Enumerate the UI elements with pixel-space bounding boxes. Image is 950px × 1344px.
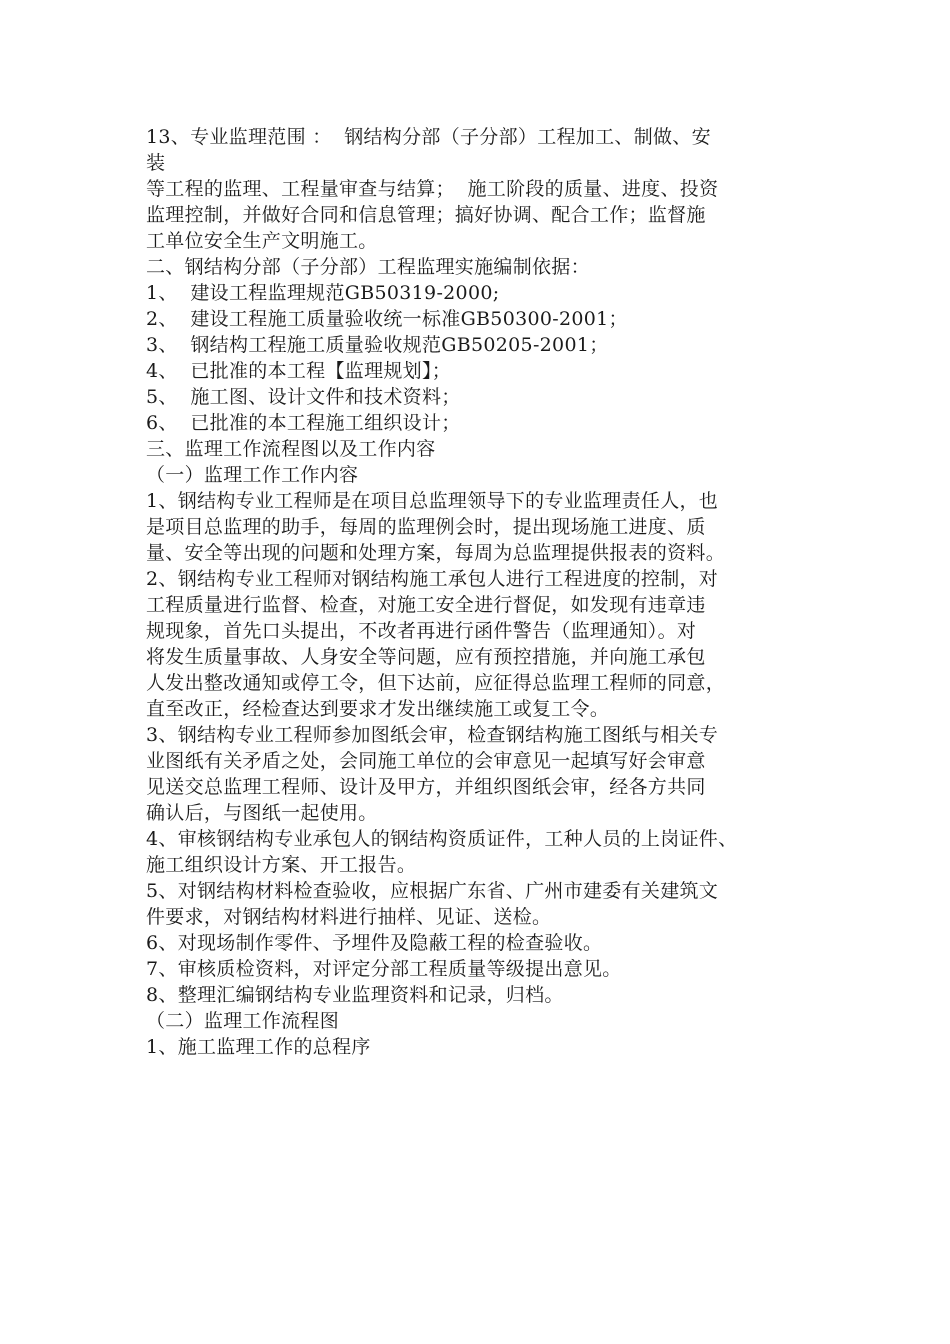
- list-item: 5、 施工图、设计文件和技术资料；: [146, 386, 461, 408]
- text-line: 1、钢结构专业工程师是在项目总监理领导下的专业监理责任人，也: [146, 490, 719, 512]
- list-item: 1、 建设工程监理规范GB50319-2000;: [146, 282, 500, 304]
- text-line: 施工组织设计方案、开工报告。: [146, 854, 417, 876]
- text-line: 见送交总监理工程师、设计及甲方，并组织图纸会审，经各方共同: [146, 776, 706, 798]
- text-line: 工单位安全生产文明施工。: [146, 230, 378, 252]
- section-heading: 三、监理工作流程图以及工作内容: [146, 438, 436, 460]
- text-line: 直至改正，经检查达到要求才发出继续施工或复工令。: [146, 698, 610, 720]
- list-item: 4、 已批准的本工程【监理规划】；: [146, 360, 452, 382]
- text-line: 件要求，对钢结构材料进行抽样、见证、送检。: [146, 906, 552, 928]
- text-line: 等工程的监理、工程量审查与结算； 施工阶段的质量、进度、投资: [146, 178, 719, 200]
- subsection-heading: （二）监理工作流程图: [146, 1010, 340, 1032]
- text-line: 1、施工监理工作的总程序: [146, 1036, 371, 1058]
- subsection-heading: （一）监理工作工作内容: [146, 464, 359, 486]
- text-line: 监理控制，并做好合同和信息管理；搞好协调、配合工作；监督施: [146, 204, 706, 226]
- text-line: 装: [146, 152, 166, 174]
- document-body: [146, 124, 846, 1060]
- list-item: 2、 建设工程施工质量验收统一标准GB50300-2001；: [146, 308, 628, 330]
- text-line: 5、对钢结构材料检查验收，应根据广东省、广州市建委有关建筑文: [146, 880, 719, 902]
- text-line: 7、审核质检资料，对评定分部工程质量等级提出意见。: [146, 958, 622, 980]
- text-line: 3、钢结构专业工程师参加图纸会审，检查钢结构施工图纸与相关专: [146, 724, 719, 746]
- text-line: 确认后，与图纸一起使用。: [146, 802, 378, 824]
- text-line: 2、钢结构专业工程师对钢结构施工承包人进行工程进度的控制，对: [146, 568, 719, 590]
- text-line: 13、专业监理范围 ： 钢结构分部（子分部）工程加工、制做、安: [146, 126, 711, 148]
- text-line: 是项目总监理的助手，每周的监理例会时，提出现场施工进度、质: [146, 516, 706, 538]
- text-line: 规现象，首先口头提出，不改者再进行函件警告（监理通知）。对: [146, 620, 697, 642]
- text-line: 人发出整改通知或停工令，但下达前，应征得总监理工程师的同意，: [146, 672, 726, 694]
- text-line: 6、对现场制作零件、予埋件及隐蔽工程的检查验收。: [146, 932, 603, 954]
- list-item: 6、 已批准的本工程施工组织设计；: [146, 412, 461, 434]
- list-item: 3、 钢结构工程施工质量验收规范GB50205-2001；: [146, 334, 609, 356]
- text-line: 业图纸有关矛盾之处，会同施工单位的会审意见一起填写好会审意: [146, 750, 706, 772]
- text-line: 4、审核钢结构专业承包人的钢结构资质证件，工种人员的上岗证件、: [146, 828, 738, 850]
- text-line: 8、整理汇编钢结构专业监理资料和记录，归档。: [146, 984, 564, 1006]
- text-line: 量、安全等出现的问题和处理方案，每周为总监理提供报表的资料。: [146, 542, 726, 564]
- text-line: 工程质量进行监督、检查，对施工安全进行督促，如发现有违章违: [146, 594, 706, 616]
- text-line: 将发生质量事故、人身安全等问题，应有预控措施，并向施工承包: [146, 646, 706, 668]
- section-heading: 二、钢结构分部（子分部）工程监理实施编制依据：: [146, 256, 590, 278]
